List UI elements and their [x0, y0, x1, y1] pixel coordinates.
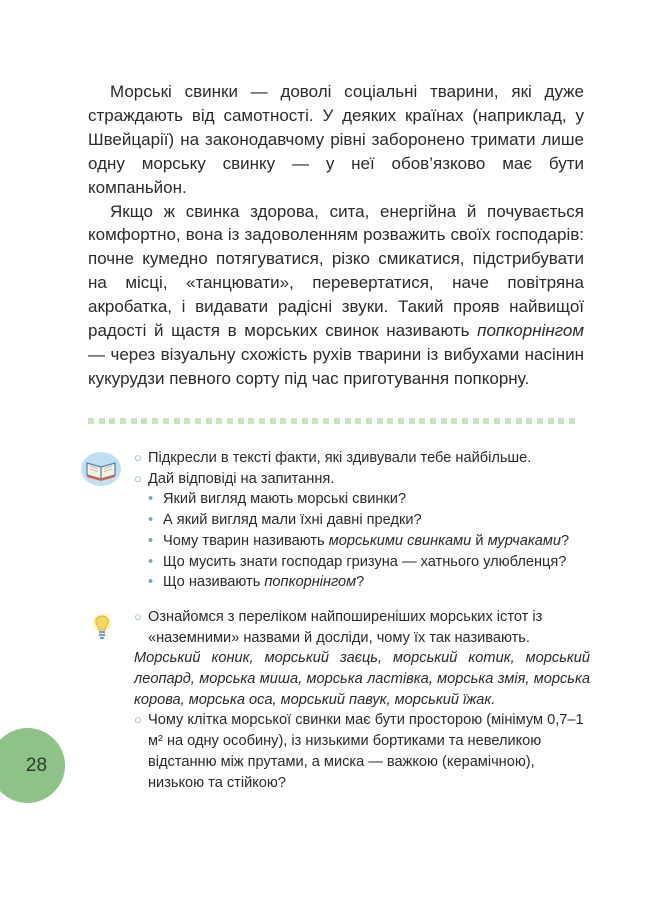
- divider-square: [387, 418, 393, 424]
- divider-square: [238, 418, 244, 424]
- term-popcorning: попкорнінгом: [264, 574, 357, 591]
- divider-square: [483, 418, 489, 424]
- question-text: Який вигляд мають морські свинки?: [163, 491, 407, 508]
- divider-square: [302, 418, 308, 424]
- divider-square: [312, 418, 318, 424]
- task-sea-creatures: [134, 607, 590, 648]
- page-number-badge: [0, 728, 65, 803]
- divider-square: [270, 418, 276, 424]
- divider-square: [537, 418, 543, 424]
- question-text-a: Чому тварин називають: [163, 532, 329, 549]
- divider-square: [227, 418, 233, 424]
- divider-square: [174, 418, 180, 424]
- divider-square: [569, 418, 575, 424]
- divider-square: [216, 418, 222, 424]
- divider-square: [99, 418, 105, 424]
- dotted-divider: [88, 418, 585, 424]
- dot-bullet-icon: •: [148, 532, 154, 549]
- term-purrers: мурчаками: [487, 532, 561, 549]
- divider-square: [152, 418, 158, 424]
- question-text-b: ?: [356, 574, 365, 591]
- divider-square: [206, 418, 212, 424]
- divider-square: [505, 418, 511, 424]
- main-text: [88, 80, 584, 391]
- task-text: Ознайомся з переліком найпоширеніших морських істот із «наземними» назвами й досліди, чому їх так називають.: [148, 608, 543, 646]
- task-underline-facts: [134, 448, 590, 469]
- paragraph-2-text-b: — через візуальну схожість рухів тварини із вибухами насінин кукурудзи певного сорту під час приготування попкорну.: [88, 344, 584, 388]
- divider-square: [131, 418, 137, 424]
- question-text: А який вигляд мали їхні давні предки?: [163, 512, 422, 529]
- divider-square: [141, 418, 147, 424]
- divider-square: [248, 418, 254, 424]
- term-sea-pigs: морськими свинками: [328, 532, 472, 549]
- divider-square: [462, 418, 468, 424]
- divider-square: [109, 418, 115, 424]
- term-popcorning: попкорнінгом: [477, 321, 584, 341]
- page-number: 28: [25, 754, 48, 776]
- divider-square: [334, 418, 340, 424]
- divider-square: [441, 418, 447, 424]
- divider-square: [366, 418, 372, 424]
- divider-square: [355, 418, 361, 424]
- divider-square: [548, 418, 554, 424]
- paragraph-2: [88, 200, 584, 391]
- dot-bullet-icon: •: [148, 491, 154, 508]
- divider-square: [88, 418, 94, 424]
- circle-bullet-icon: ○: [134, 450, 142, 465]
- question-item: [134, 489, 590, 510]
- task-text: Підкресли в тексті факти, які здивували тебе найбільше.: [148, 450, 532, 466]
- task-text: Дай відповіді на запитання.: [148, 470, 335, 487]
- divider-square: [419, 418, 425, 424]
- task-cage: [134, 710, 590, 793]
- question-text-a: Що називають: [163, 574, 265, 591]
- divider-square: [526, 418, 532, 424]
- divider-square: [451, 418, 457, 424]
- question-text-c: ?: [560, 532, 570, 549]
- dot-bullet-icon: •: [148, 553, 154, 570]
- book-icon: [80, 450, 122, 488]
- divider-square: [494, 418, 500, 424]
- creatures-list: Морський коник, морський заєць, морський котик, морський леопард, морська миша, морська ластівка, морська змія, морська корова, морська оса, морський павук, морський їжак.: [134, 650, 590, 708]
- question-text: Що мусить знати господар гризуна — хатнього улюбленця?: [163, 553, 567, 570]
- question-item: [134, 572, 590, 593]
- circle-bullet-icon: ○: [134, 712, 142, 728]
- divider-square: [345, 418, 351, 424]
- paragraph-1: Морські свинки — доволі соціальні тварини, які дуже страждають від самотності. У деяких країнах (наприклад, у Швейцарії) на законодавчому рівні заборонено тримати лише одну морську свинку — у неї обов’язково має бути компаньйон.: [88, 82, 584, 197]
- task-text: Чому клітка морської свинки має бути просторою (мінімум 0,7–1 м² на одну особину), із низькими бортиками та невеликою відстанню між прутами, а миска — важкою (керамічною), низькою та стійкою?: [148, 712, 584, 791]
- divider-square: [195, 418, 201, 424]
- question-item: [134, 531, 590, 552]
- question-item: [134, 510, 590, 531]
- divider-square: [398, 418, 404, 424]
- divider-square: [184, 418, 190, 424]
- divider-square: [377, 418, 383, 424]
- lightbulb-icon: [92, 613, 112, 643]
- question-text-b: й: [471, 532, 488, 549]
- question-item: [134, 552, 590, 573]
- task-answer-questions: [134, 469, 590, 490]
- divider-square: [516, 418, 522, 424]
- dot-bullet-icon: •: [148, 512, 154, 529]
- circle-bullet-icon: ○: [134, 608, 142, 624]
- dot-bullet-icon: •: [148, 574, 154, 591]
- circle-bullet-icon: ○: [134, 470, 142, 486]
- divider-square: [280, 418, 286, 424]
- tasks-block: [134, 448, 590, 793]
- paragraph-2-text-a: Якщо ж свинка здорова, сита, енергійна й почувається комфортно, вона із задоволенням розважить своїх господарів: почне кумедно потягуватися, різко смикатися, підстрибувати на місці, «танцювати», перевертатися, наче повітряна акробатка, і видавати радісні звуки. Такий прояв найвищої радості й щастя в морських свинок називають: [88, 201, 584, 341]
- divider-square: [323, 418, 329, 424]
- divider-square: [259, 418, 265, 424]
- divider-square: [163, 418, 169, 424]
- divider-square: [291, 418, 297, 424]
- divider-square: [120, 418, 126, 424]
- divider-square: [409, 418, 415, 424]
- divider-square: [430, 418, 436, 424]
- divider-square: [558, 418, 564, 424]
- divider-square: [473, 418, 479, 424]
